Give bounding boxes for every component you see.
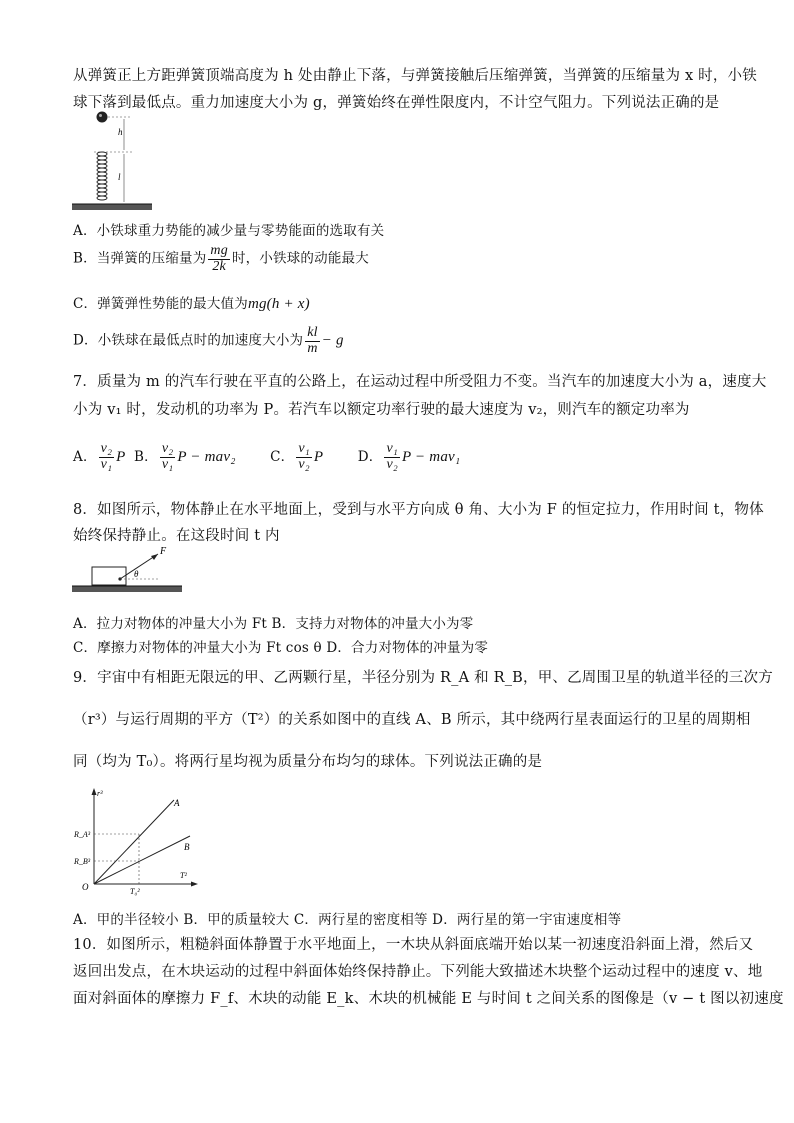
x-axis-label: T² xyxy=(180,871,187,880)
spring-figure xyxy=(72,108,152,214)
q6-option-b: B．当弹簧的压缩量为 $\frac{mg}{2k}$ 时，小铁球的动能最大 xyxy=(73,243,369,274)
origin-label: O xyxy=(82,882,89,892)
q7-line-1: 7．质量为 m 的汽车行驶在平直的公路上，在运动过程中所受阻力不变。当汽车的加速度大小为 a，速度大 xyxy=(73,374,767,390)
label-l: l xyxy=(118,172,121,182)
block xyxy=(92,567,126,585)
q6-option-c: C．弹簧弹性势能的最大值为mg(h + x) xyxy=(73,296,310,312)
q9-line-1: 9．宇宙中有相距无限远的甲、乙两颗行星，半径分别为 R_A 和 R_B，甲、乙周围卫星的轨道半径的三次方 xyxy=(73,670,773,686)
label-B: B xyxy=(184,842,190,852)
iron-ball xyxy=(97,112,108,123)
label-F: F xyxy=(160,546,167,557)
q7-d: D． $\frac{\text{v₁}}{\text{v₂}}$ P − mav₁ xyxy=(357,441,461,472)
q6-option-a: A．小铁球重力势能的减少量与零势能面的选取有关 xyxy=(73,223,385,239)
r3-t2-graph xyxy=(72,784,202,896)
q8-line-1: 8．如图所示，物体静止在水平地面上，受到与水平方向成 θ 角、大小为 F 的恒定拉力，作用时间 t，物体 xyxy=(73,502,764,518)
line-B xyxy=(94,836,190,884)
line-A xyxy=(94,800,174,884)
q8-options-ab: A．拉力对物体的冲量大小为 Ft B．支持力对物体的冲量大小为零 xyxy=(73,616,474,632)
ground xyxy=(72,204,152,210)
q8-line-2: 始终保持静止。在这段时间 t 内 xyxy=(73,528,280,544)
q7-b: B． $\frac{\text{v₂}}{\text{v₁}}$ P − mav₂ xyxy=(134,441,236,472)
spring-coil xyxy=(97,152,107,200)
y-axis-label: r³ xyxy=(97,789,103,798)
intro-line-1: 从弹簧正上方距弹簧顶端高度为 h 处由静止下落，与弹簧接触后压缩弹簧，当弹簧的压缩量为 x 时，小铁 xyxy=(73,68,757,84)
label-A: A xyxy=(174,798,180,808)
q7-a: A． $\frac{\text{v₂}}{\text{v₁}}$ P xyxy=(73,441,126,472)
q9-line-2: （r³）与运行周期的平方（T²）的关系如图中的直线 A、B 所示，其中绕两行星表面运行的卫星的周期相 xyxy=(73,712,751,728)
q9-options: A．甲的半径较小 B．甲的质量较大 C．两行星的密度相等 D．两行星的第一宇宙速度相等 xyxy=(73,912,622,928)
q7-c: C． $\frac{\text{v₁}}{\text{v₂}}$ P xyxy=(270,441,324,472)
q6-option-d: D．小铁球在最低点时的加速度大小为 $\frac{kl}{m}$ − g xyxy=(73,325,344,356)
label-RA3: R_A³ xyxy=(74,830,91,839)
q10-line-3: 面对斜面体的摩擦力 F_f、木块的动能 E_k、木块的机械能 E 与时间 t 之间关系的图像是（v − t 图以初速度 xyxy=(73,991,784,1007)
q7-options xyxy=(73,442,460,472)
q7-line-2: 小为 v₁ 时，发动机的功率为 P。若汽车以额定功率行驶的最大速度为 v₂，则汽车的额定功率为 xyxy=(73,402,690,418)
q10-line-2: 返回出发点，在木块运动的过程中斜面体始终保持静止。下列能大致描述木块整个运动过程中的速度 v、地 xyxy=(73,964,763,980)
block-force-figure xyxy=(72,545,182,603)
label-RB3: R_B³ xyxy=(74,857,91,866)
label-h: h xyxy=(118,127,123,137)
label-T02: T₀² xyxy=(130,887,140,896)
q10-line-1: 10．如图所示，粗糙斜面体静置于水平地面上，一木块从斜面底端开始以某一初速度沿斜面上滑，然后又 xyxy=(73,937,754,953)
intro-line-2: 球下落到最低点。重力加速度大小为 g，弹簧始终在弹性限度内，不计空气阻力。下列说法正确的是 xyxy=(73,95,720,111)
ground xyxy=(72,586,182,592)
q9-line-3: 同（均为 T₀）。将两行星均视为质量分布均匀的球体。下列说法正确的是 xyxy=(73,754,543,770)
label-theta: θ xyxy=(134,569,139,579)
q8-options-cd: C．摩擦力对物体的冲量大小为 Ft cos θ D．合力对物体的冲量为零 xyxy=(73,640,489,656)
